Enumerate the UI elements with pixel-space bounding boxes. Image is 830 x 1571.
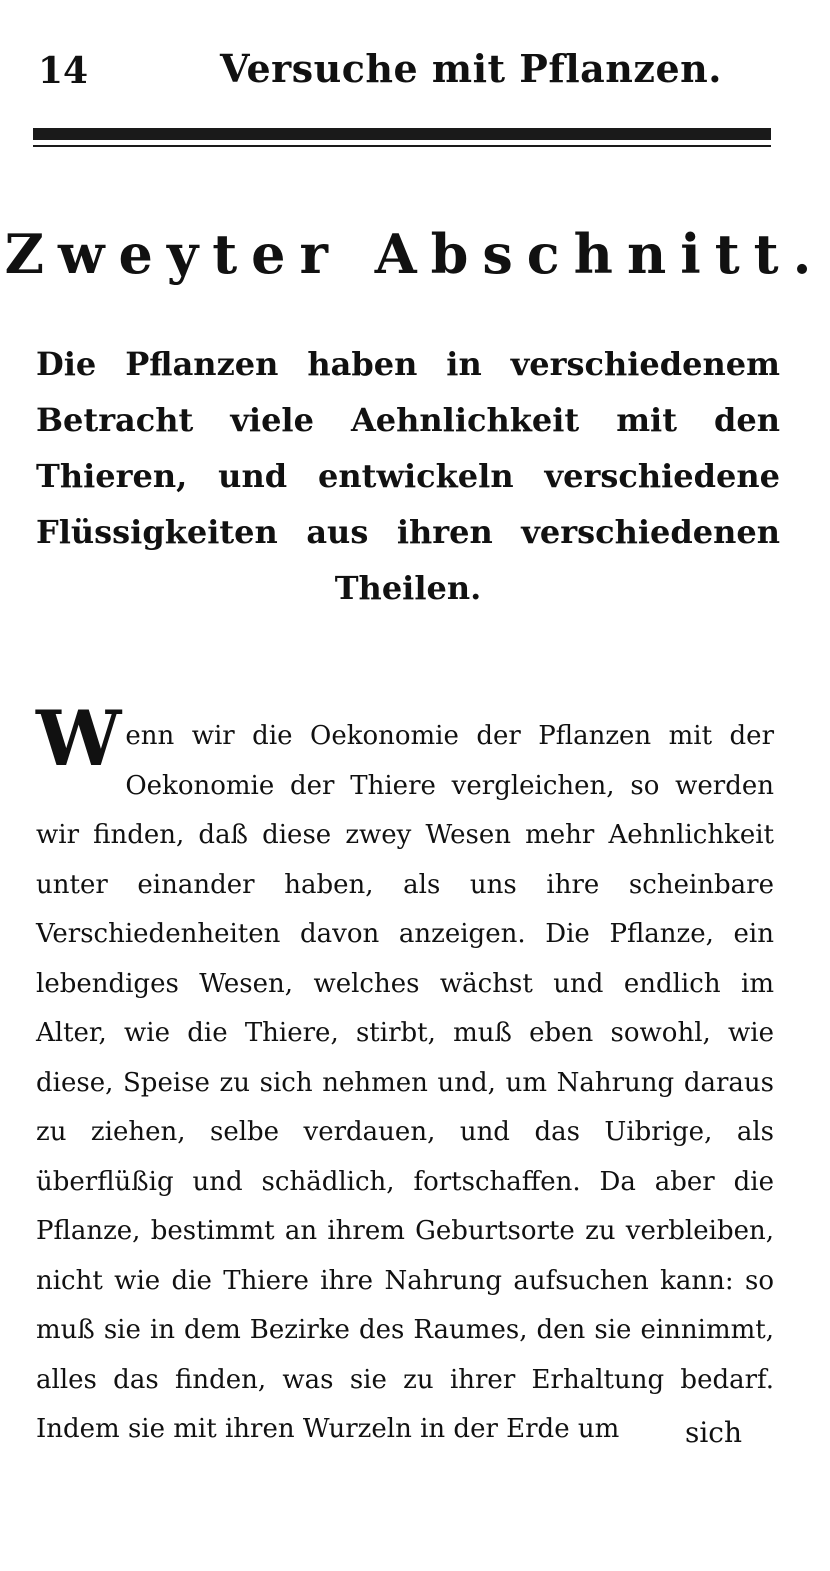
header-rule-thick	[33, 128, 771, 140]
running-head	[38, 42, 778, 102]
drop-cap: W	[36, 694, 122, 783]
section-summary: Die Pflanzen haben in verschiedenem Betracht viele Aehnlichkeit mit den Thieren, und entwickeln verschiedene Flüssigkeiten aus ihren verschiedenen Theilen.	[36, 345, 780, 607]
body-paragraph	[36, 694, 774, 1455]
page-number: 14	[38, 50, 89, 92]
running-title: Versuche mit Pflanzen.	[220, 46, 723, 91]
header-rule-thin	[33, 145, 771, 147]
body-text: enn wir die Oekonomie der Pflanzen mit der Oekonomie der Thiere vergleichen, so werden wir finden, daß diese zwey Wesen mehr Aehnlichkeit unter einander haben, als uns ihre scheinbare Verschiedenheiten davon anzeigen. Die Pflanze, ein lebendiges Wesen, welches wächst und endlich im Alter, wie die Thiere, stirbt, muß eben sowohl, wie diese, Speise zu sich nehmen und, um Nahrung daraus zu ziehen, selbe verdauen, und das Uibrige, als überflüßig und schädlich, fortschaffen. Da aber die Pflanze, bestimmt an ihrem Geburtsorte zu verbleiben, nicht wie die Thiere ihre Nahrung aufsuchen kann: so muß sie in dem Bezirke des Raumes, den sie einnimmt, alles das finden, was sie zu ihrer Erhaltung bedarf. Indem sie mit ihren Wurzeln in der Erde um	[36, 721, 774, 1444]
section-title: Zweyter Abschnitt.	[4, 222, 826, 286]
catchword: sich	[684, 1416, 742, 1449]
